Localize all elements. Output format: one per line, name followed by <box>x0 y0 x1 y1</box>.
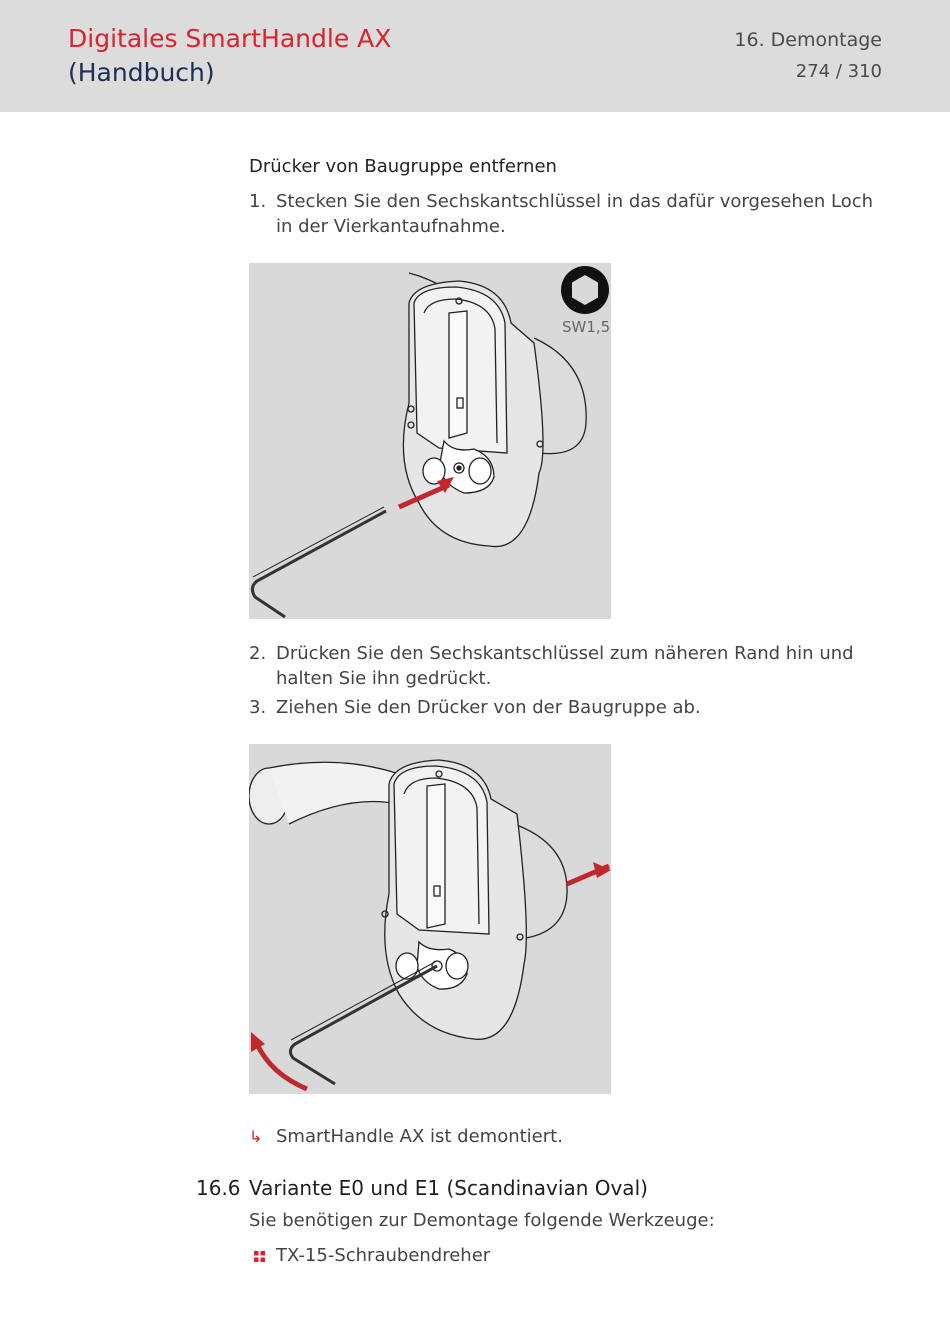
handle-illustration-2 <box>249 744 611 1094</box>
handle-illustration-1 <box>249 263 611 619</box>
figure-pull-handle <box>249 744 611 1094</box>
figure-insert-hex-key <box>249 263 611 619</box>
page-header <box>0 0 950 112</box>
document-title: Digitales SmartHandle AX <box>68 24 392 53</box>
step-number: 2. <box>249 643 267 664</box>
step-3 <box>249 695 879 720</box>
pull-arrow-icon <box>567 862 611 884</box>
page-number: 274 / 310 <box>795 61 882 82</box>
section-number: 16.6 <box>196 1176 241 1200</box>
section-heading: Drücker von Baugruppe entfernen <box>249 156 557 177</box>
red-square-bullet-icon <box>254 1251 265 1262</box>
step-text: Ziehen Sie den Drücker von der Baugruppe ab. <box>276 697 701 718</box>
result-arrow-icon: ↳ <box>249 1127 263 1146</box>
step-text: Drücken Sie den Sechskantschlüssel zum näheren Rand hin und halten Sie ihn gedrückt. <box>276 643 854 689</box>
document-subtitle: (Handbuch) <box>68 58 215 87</box>
step-number: 1. <box>249 191 267 212</box>
result-text: SmartHandle AX ist demontiert. <box>276 1126 563 1147</box>
step-text: Stecken Sie den Sechskantschlüssel in das dafür vorgesehen Loch in der Vierkantaufnahme. <box>276 191 874 237</box>
tool-size-label: SW1,5 <box>562 318 611 336</box>
step-2 <box>249 641 879 691</box>
section-intro: Sie benötigen zur Demontage folgende Werkzeuge: <box>249 1210 715 1231</box>
tool-name: TX-15-Schraubendreher <box>276 1245 491 1266</box>
hex-key-icon <box>561 266 609 314</box>
result-line <box>249 1124 563 1149</box>
step-1 <box>249 189 879 239</box>
chapter-label: 16. Demontage <box>734 29 882 51</box>
step-number: 3. <box>249 697 267 718</box>
tool-list-item <box>249 1245 490 1266</box>
section-title: Variante E0 und E1 (Scandinavian Oval) <box>249 1176 648 1200</box>
